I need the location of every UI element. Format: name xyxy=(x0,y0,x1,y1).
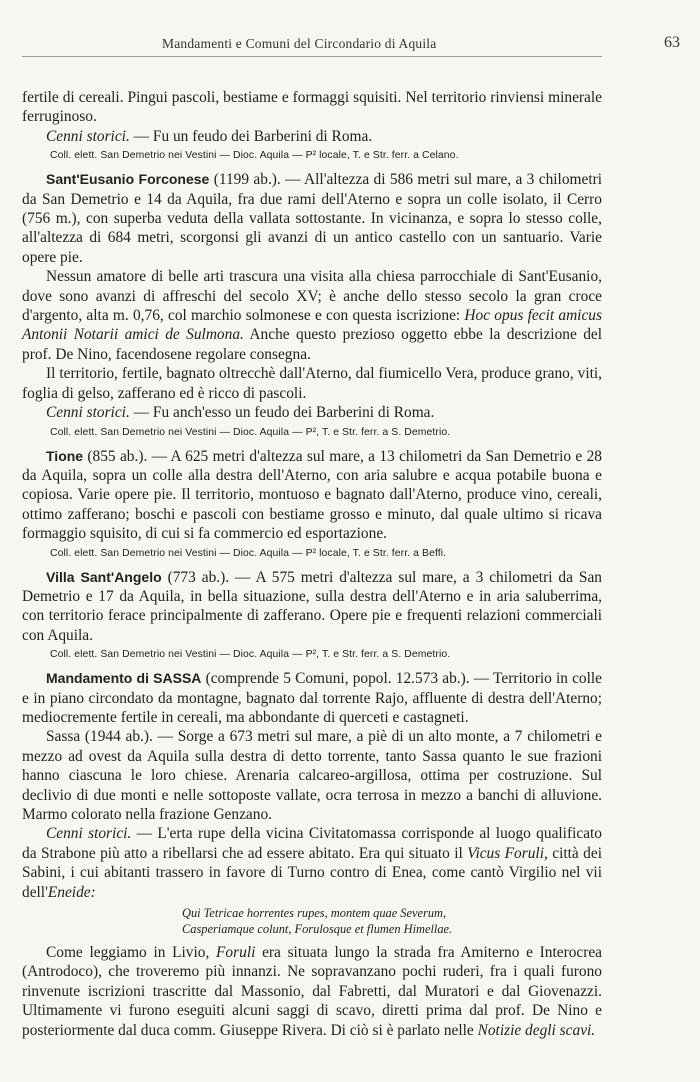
page-number: 63 xyxy=(664,34,680,51)
cenni-storici-label: Cenni storici. xyxy=(46,825,132,843)
mandamento-name: Mandamento di SASSA xyxy=(46,670,202,687)
entry-sassa: Sassa (1944 ab.). — Sorge a 673 metri sul mare, a piè di un alto monte, a 7 chilometri e mezzo ad ovest da Aquila sulla destra di detto torrente, tanto Sassa quanto le sue frazioni hanno ciascuna le loro chiese. Arenaria calcareo-argillosa, ottima per costruzione. Sul declivio di due monti e nelle sottoposte vallate, ocra terrosa in mezzo a banchi di alluvione. Marmo colorato nella frazione Genzano. xyxy=(22,728,602,823)
paragraph-cenni-storici: Cenni storici. — Fu anch'esso un feudo dei Barberini di Roma. xyxy=(46,404,435,422)
comune-name: Sant'Eusanio Forconese xyxy=(46,171,210,188)
collegio-line: Coll. elett. San Demetrio nei Vestini — Dioc. Aquila — P² locale, T. e Str. ferr. a Celano. xyxy=(50,150,459,162)
paragraph-fertile: fertile di cereali. Pingui pascoli, bestiame e formaggi squisiti. Nel territorio rinviensi minerale ferruginoso. xyxy=(22,89,602,126)
collegio-line: Coll. elett. San Demetrio nei Vestini — Dioc. Aquila — P² locale, T. e Str. ferr. a Beffi. xyxy=(50,547,447,559)
vicus-foruli: Vicus Foruli, xyxy=(467,844,548,862)
paragraph-livio: Come leggiamo in Livio, Foruli era situata lungo la strada fra Amiterno e Interocrea (Antrodoco), che troveremo più innanzi. Ne sopravanzano pochi ruderi, fra i quali furono rinvenute iscrizioni trascritte dal Massonio, dal Fabretti, dal Muratori e dal Giovenazzi. Ultimamente vi furono eseguiti alcuni saggi di scavo, diretti prima dal prof. De Nino e posteriormente dal duca comm. Giuseppe Rivera. Di ciò si è parlato nelle Notizie degli scavi. xyxy=(22,944,603,1039)
paragraph-cenni-storici: Cenni storici. — Fu un feudo dei Barberini di Roma. xyxy=(46,127,373,145)
paragraph-territorio: Il territorio, fertile, bagnato oltrecchè dall'Aterno, dal fiumicello Vera, produce grano, viti, foglia di gelso, zafferano ed è ricco di pascoli. xyxy=(22,365,602,402)
eneide-title: Eneide: xyxy=(47,883,96,901)
comune-name: Tione xyxy=(46,447,84,464)
foruli-name: Foruli xyxy=(216,944,256,962)
quote-line: Casperiamque colunt, Forulosque et flumen Himellae. xyxy=(182,922,453,937)
inscription-text: Hoc opus fecit amicus Antonii Notarii amici de Sulmona. xyxy=(22,307,602,344)
running-header xyxy=(22,34,680,57)
entry-sant-eusanio: Sant'Eusanio Forconese (1199 ab.). — All'altezza di 586 metri sul mare, a 3 chilometri da San Demetrio e 14 da Aquila, fra due rami dell'Aterno e sopra un colle isolato, il Cerro (756 m.), con superba veduta della vallata sottostante. In vicinanza, e sopra lo stesso colle, all'altezza di 684 metri, scorgonsi gli avanzi di un antico castello con un santuario. Varie opere pie. xyxy=(22,171,603,266)
virgil-quote xyxy=(22,905,602,937)
cenni-storici-label: Cenni storici. xyxy=(46,127,130,145)
notizie-title: Notizie degli scavi. xyxy=(477,1021,596,1039)
entry-tione: Tione (855 ab.). — A 625 metri d'altezza sul mare, a 13 chilometri da San Demetrio e 28 da Aquila, sopra un colle alla destra dell'Aterno, con aria salubre e acqua potabile buona e copiosa. Varie opere pie. Il territorio, montuoso e bagnato dall'Aterno, produce vino, cereali, ottimo zafferano; boschi e pascoli con bestiame grosso e minuto, dal quale ultimo si ricava formaggio squisito, di cui si fa commercio ed esportazione. xyxy=(22,447,602,543)
entry-villa-sant-angelo: Villa Sant'Angelo (773 ab.). — A 575 metri d'altezza sul mare, a 3 chilometri da San Demetrio e 17 da Aquila, in bella situazione, sulla destra dell'Aterno e in aria saluberrima, con territorio ferace principalmente di zafferano. Opere pie e frequenti relazioni commerciali con Aquila. xyxy=(22,568,602,644)
collegio-line: Coll. elett. San Demetrio nei Vestini — Dioc. Aquila — P², T. e Str. ferr. a S. Demetrio. xyxy=(50,426,451,438)
paragraph-cenni-storici: Cenni storici. — L'erta rupe della vicina Civitatomassa corrisponde al luogo qualificato da Strabone più atto a ribellarsi che ad essere abitato. Era qui situato il Vicus Foruli, città dei Sabini, i cui abitanti trassero in favore di Turno contro di Enea, come cantò Virgilio nel vii dell'Eneide: xyxy=(22,825,602,901)
quote-line: Qui Tetricae horrentes rupes, montem quae Severum, xyxy=(182,906,447,921)
cenni-storici-label: Cenni storici. xyxy=(46,404,130,422)
comune-name: Villa Sant'Angelo xyxy=(46,568,162,585)
page-body xyxy=(22,88,602,1040)
paragraph-chiesa: Nessun amatore di belle arti trascura una visita alla chiesa parrocchiale di Sant'Eusanio, dove sono avanzi di affreschi del secolo XV; è anche dello stesso secolo la gran croce d'argento, alta m. 0,76, col marchio solmonese e con questa iscrizione: Hoc opus fecit amicus Antonii Notarii amici de Sulmona. Anche questo prezioso oggetto ebbe la descrizione del prof. De Nino, facendosene regolare consegna. xyxy=(22,268,602,363)
collegio-line: Coll. elett. San Demetrio nei Vestini — Dioc. Aquila — P², T. e Str. ferr. a S. Demetrio. xyxy=(50,649,451,661)
header-title: Mandamenti e Comuni del Circondario di Aquila xyxy=(162,36,437,51)
entry-mandamento-sassa: Mandamento di SASSA (comprende 5 Comuni, popol. 12.573 ab.). — Territorio in colle e in piano circondato da montagne, bagnato dal torrente Rajo, affluente di destra dell'Aterno; mediocremente fertile in cereali, ma abbondante di querceti e castagneti. xyxy=(22,670,602,726)
